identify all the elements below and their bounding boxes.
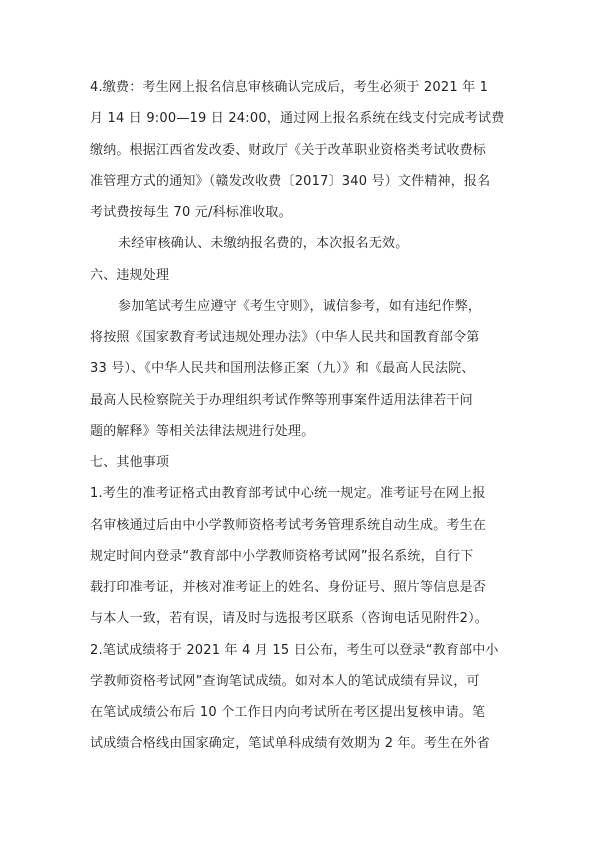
- text-line: 33 号）、《中华人民共和国刑法修正案（九）》和《最高人民法院、: [90, 361, 475, 377]
- text-line: 1.考生的准考证格式由教育部考试中心统一规定。准考证号在网上报: [90, 486, 486, 502]
- text-line: 在笔试成绩公布后 10 个工作日内向考试所在考区提出复核申请。笔: [90, 705, 486, 720]
- text-line: 名审核通过后由中小学教师资格考试考务管理系统自动生成。考生在: [90, 517, 487, 533]
- text-line: 考试费按每生 70 元/科标准收取。: [90, 205, 292, 220]
- text-line: 最高人民检察院关于办理组织考试作弊等刑事案件适用法律若干问: [90, 392, 473, 408]
- text-line: 学教师资格考试网”查询笔试成绩。如对本人的笔试成绩有异议，可: [90, 673, 480, 689]
- section-heading: 六、违规处理: [90, 267, 170, 283]
- text-line: 2.笔试成绩将于 2021 年 4 月 15 日公布，考生可以登录“教育部中小: [90, 642, 499, 658]
- text-line: 将按照《国家教育考试违规处理办法》（中华人民共和国教育部令第: [90, 330, 480, 345]
- text-line: 题的解释》等相关法律法规进行处理。: [90, 423, 315, 439]
- text-line: 准管理方式的通知》（赣发改收费〔2017〕340 号）文件精神，报名: [90, 173, 491, 189]
- text-line: 参加笔试考生应遵守《考生守则》，诚信参考，如有违纪作弊，: [118, 298, 482, 314]
- section-heading: 七、其他事项: [90, 455, 170, 470]
- text-line: 试成绩合格线由国家确定，笔试单科成绩有效期为 2 年。考生在外省: [90, 736, 490, 752]
- text-line: 月 14 日 9:00—19 日 24:00，通过网上报名系统在线支付完成考试费: [90, 111, 505, 127]
- text-line: 4.缴费：考生网上报名信息审核确认完成后，考生必须于 2021 年 1: [90, 80, 489, 95]
- text-line: 规定时间内登录“教育部中小学教师资格考试网”报名系统，自行下: [90, 548, 474, 564]
- text-line: 与本人一致，若有误，请及时与选报考区联系（咨询电话见附件2）。: [90, 611, 488, 627]
- document-body: [90, 72, 510, 760]
- text-line: 未经审核确认、未缴纳报名费的，本次报名无效。: [118, 236, 409, 252]
- text-line: 载打印准考证，并核对准考证上的姓名、身份证号、照片等信息是否: [90, 580, 487, 595]
- text-line: 缴纳。根据江西省发改委、财政厅《关于改革职业资格类考试收费标: [90, 142, 487, 158]
